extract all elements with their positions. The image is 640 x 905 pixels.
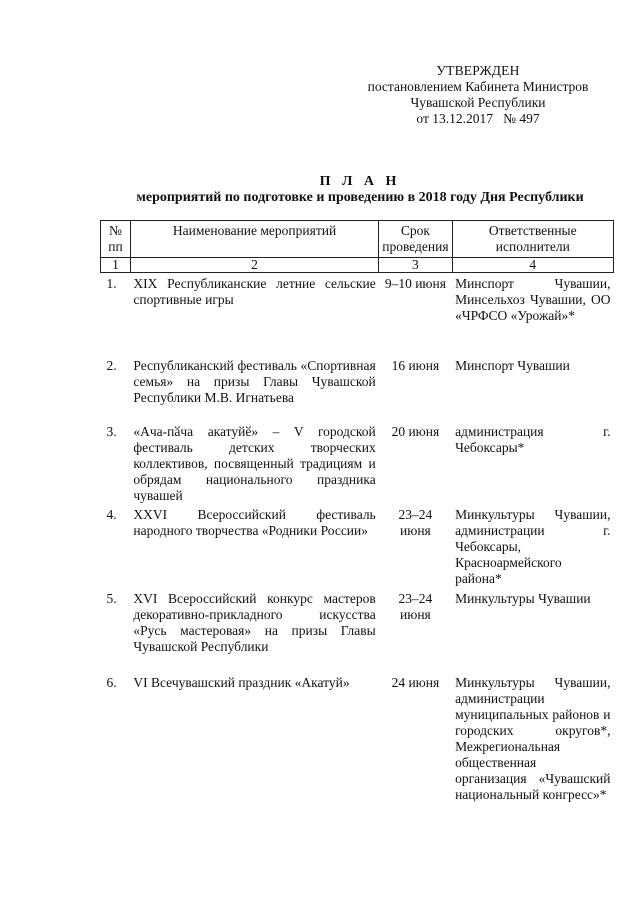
row-event-name: XVI Всероссийский конкурс мастеров декоративно-прикладного искусства «Русь мастеровая» на призы Главы Чувашской Республики: [133, 590, 376, 654]
row-num: 1.: [106, 276, 117, 291]
row-event-name: «Ача-пӑча акатуйӗ» – V городской фестиваль детских творческих коллективов, посвященный традициям и обрядам национального праздника чувашей: [133, 423, 376, 503]
plan-subtitle: мероприятий по подготовке и проведению в 2018 году Дня Республики: [136, 190, 584, 205]
table-row: [101, 504, 614, 588]
table-row: [101, 355, 614, 421]
header-exec: Ответственные исполнители: [452, 221, 613, 258]
row-executors: Минспорт Чувашии, Минсельхоз Чувашии, ОО «ЧРФСО «Урожай»*: [455, 276, 611, 323]
row-date: 23–24 июня: [398, 590, 433, 622]
row-date: 23–24 июня: [398, 506, 433, 538]
approval-line-3: от 13.12.2017 № 497: [416, 111, 540, 126]
table-row: [101, 421, 614, 504]
column-number: 1: [101, 258, 131, 273]
events-table: [100, 220, 614, 803]
column-number-row: [101, 258, 614, 273]
header-num: № пп: [101, 221, 131, 258]
table-row: [101, 672, 614, 803]
table-row: [101, 588, 614, 672]
row-event-name: XIX Республиканские летние сельские спортивные игры: [133, 276, 376, 307]
row-num: 4.: [106, 506, 117, 522]
column-number: 3: [379, 258, 452, 273]
plan-title: П Л А Н: [319, 174, 401, 189]
row-event-name: Республиканский фестиваль «Спортивная семья» на призы Главы Чувашской Республики М.В. Игнатьева: [133, 357, 376, 405]
table-row: [101, 273, 614, 355]
header-name: Наименование мероприятий: [130, 221, 378, 258]
row-date: 9–10 июня: [384, 276, 446, 291]
row-executors: Минкультуры Чувашии, администрации г. Чебоксары, Красноармейского района*: [455, 506, 611, 586]
row-event-name: VI Всечувашский праздник «Акатуй»: [133, 674, 350, 690]
approval-line-2: Чувашской Республики: [410, 95, 546, 110]
row-date: 24 июня: [391, 674, 440, 690]
row-num: 5.: [106, 590, 117, 606]
row-date: 20 июня: [391, 423, 440, 439]
row-num: 3.: [106, 423, 117, 439]
row-executors: Минспорт Чувашии: [455, 357, 570, 373]
approval-title: УТВЕРЖДЕН: [436, 63, 520, 78]
row-date: 16 июня: [391, 357, 440, 373]
row-num: 6.: [106, 674, 117, 690]
row-executors: Минкультуры Чувашии: [455, 590, 591, 606]
table-header-row: [101, 221, 614, 258]
column-number: 4: [452, 258, 613, 273]
row-executors: Минкультуры Чувашии, администрации муниципальных районов и городских округов*, Межрегиональная общественная организация «Чувашский национальный конгресс»*: [455, 674, 611, 802]
row-executors: администрация г. Чебоксары*: [455, 423, 611, 455]
header-date: Срок проведения: [379, 221, 452, 258]
row-num: 2.: [106, 357, 117, 373]
approval-block: [360, 63, 596, 127]
approval-line-1: постановлением Кабинета Министров: [367, 79, 589, 94]
column-number: 2: [130, 258, 378, 273]
row-event-name: XXVI Всероссийский фестиваль народного творчества «Родники России»: [133, 506, 376, 538]
